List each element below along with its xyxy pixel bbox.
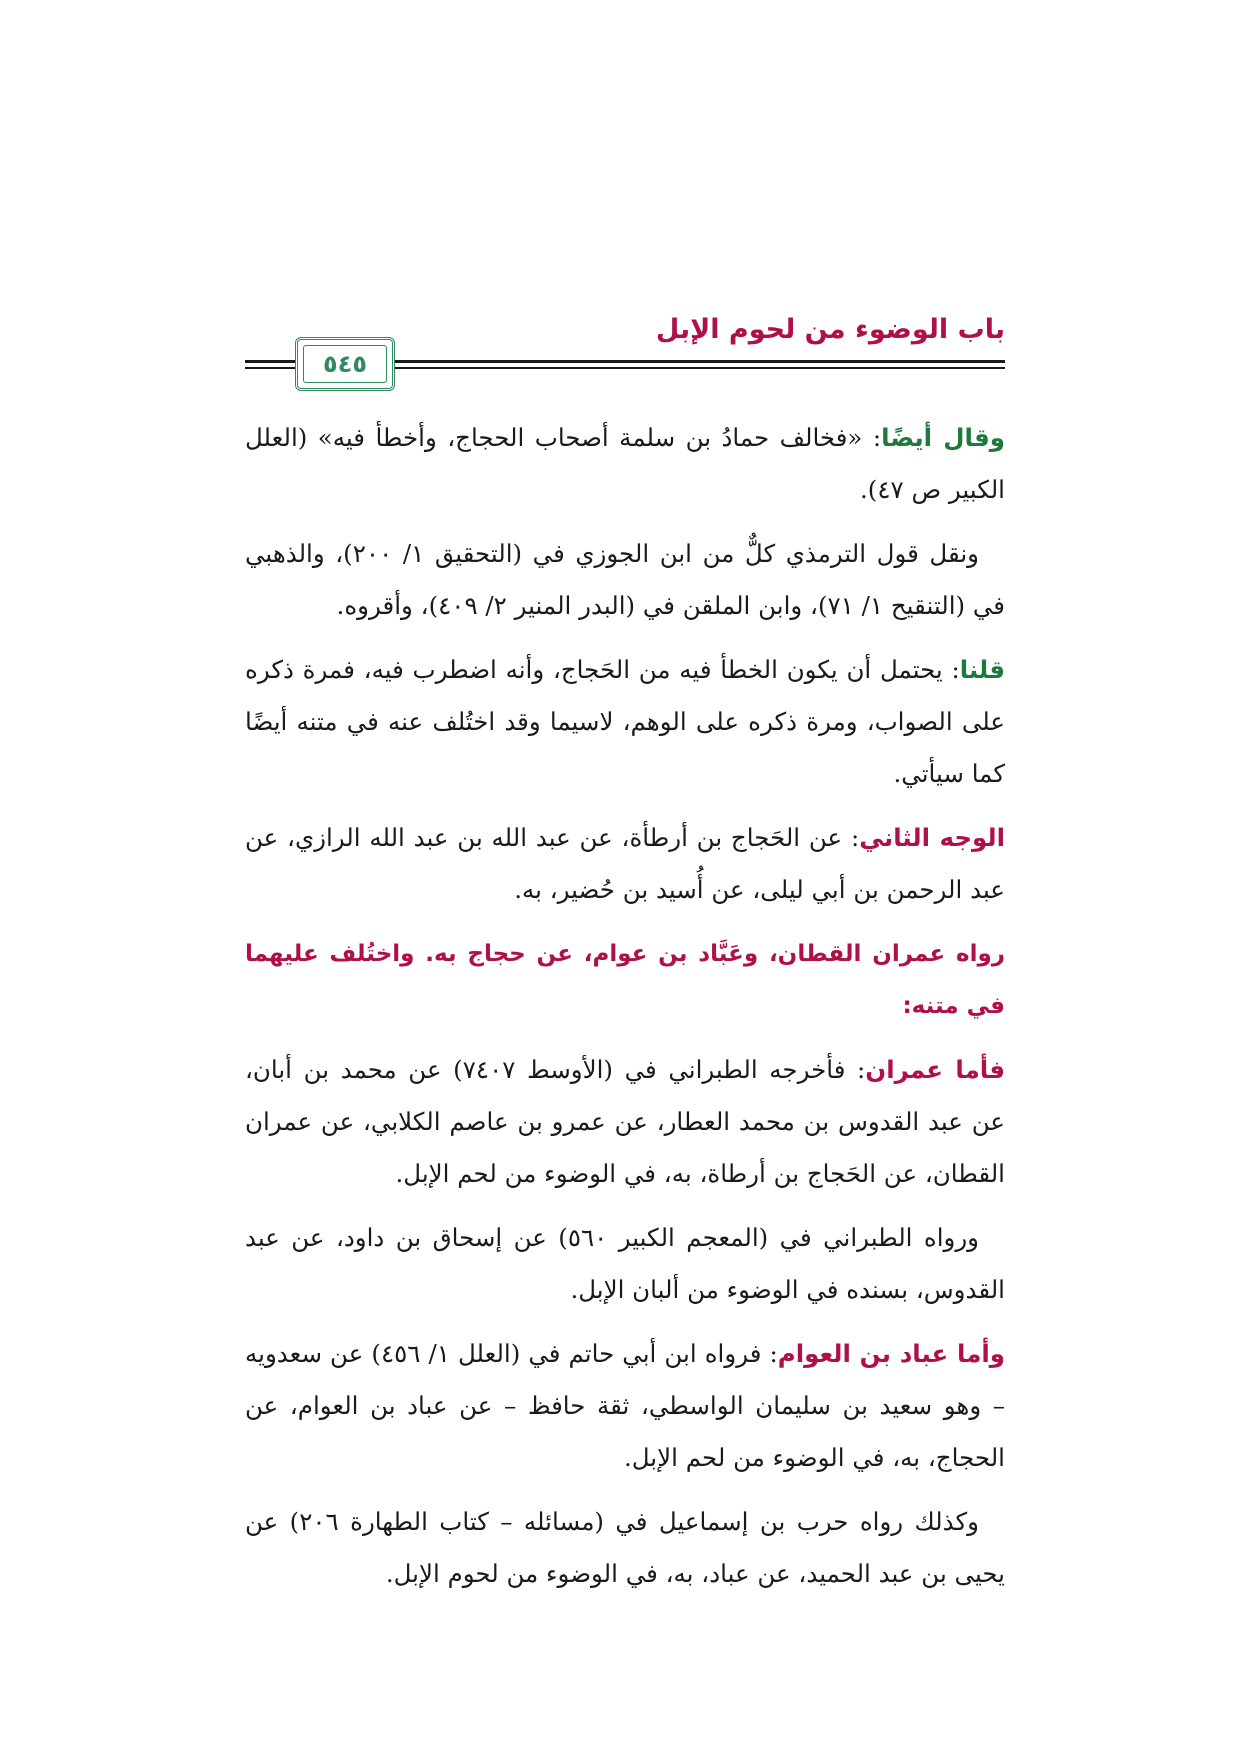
paragraph-4 [245,812,1005,916]
page-number: ٥٤٥ [319,350,371,378]
paragraph-lead: وقال أيضًا [881,423,1005,452]
paragraph-text: وكذلك رواه حرب بن إسماعيل في (مسائله – كتاب الطهارة ٢٠٦) عن يحيى بن عبد الحميد، عن عباد، به، في الوضوء من لحوم الإبل. [245,1507,1005,1588]
paragraph-text: : فأخرجه الطبراني في (الأوسط ٧٤٠٧) عن محمد بن أبان، عن عبد القدوس بن محمد العطار، عن عمرو بن عاصم الكلابي، عن عمران القطان، عن الحَجاج بن أرطاة، به، في الوضوء من لحم الإبل. [245,1055,1005,1188]
paragraph-1 [245,412,1005,516]
paragraph-lead: وأما عباد بن العوام [777,1339,1006,1368]
page-header [245,310,1005,395]
paragraph-text: : عن الحَجاج بن أرطأة، عن عبد الله بن عبد الله الرازي، عن عبد الرحمن بن أبي ليلى، عن أُسيد بن حُضير، به. [245,823,1005,904]
paragraph-text: : يحتمل أن يكون الخطأ فيه من الحَجاج، وأنه اضطرب فيه، فمرة ذكره على الصواب، ومرة ذكره على الوهم، لاسيما وقد اختُلف عنه في متنه أيضًا كما سيأتي. [245,655,1005,788]
paragraph-text: : «فخالف حمادُ بن سلمة أصحاب الحجاج، وأخطأ فيه» (العلل الكبير ص ٤٧). [245,423,1005,504]
paragraph-lead: قلنا [959,655,1005,684]
paragraph-text: : فرواه ابن أبي حاتم في (العلل ١/ ٤٥٦) عن سعدويه – وهو سعيد بن سليمان الواسطي، ثقة حافظ – عن عباد بن العوام، عن الحجاج، به، في الوضوء من لحم الإبل. [245,1339,1005,1472]
paragraph-7 [245,1212,1005,1316]
paragraph-8 [245,1328,1005,1484]
paragraph-2 [245,528,1005,632]
paragraph-text: ورواه الطبراني في (المعجم الكبير ٥٦٠) عن إسحاق بن داود، عن عبد القدوس، بسنده في الوضوء من ألبان الإبل. [245,1223,1005,1304]
section-heading: رواه عمران القطان، وعَبَّاد بن عوام، عن حجاج به. واختُلف عليهما في متنه: [245,941,1005,1019]
paragraph-3 [245,644,1005,800]
paragraph-lead: فأما عمران [865,1055,1005,1084]
chapter-title: باب الوضوء من لحوم الإبل [655,314,1005,345]
page-number-badge [295,337,395,391]
page-body [245,412,1005,1612]
paragraph-9 [245,1496,1005,1600]
paragraph-6 [245,1044,1005,1200]
paragraph-lead: الوجه الثاني [859,823,1005,852]
paragraph-text: ونقل قول الترمذي كلٌّ من ابن الجوزي في (التحقيق ١/ ٢٠٠)، والذهبي في (التنقيح ١/ ٧١)، وابن الملقن في (البدر المنير ٢/ ٤٠٩)، وأقروه. [245,539,1005,620]
